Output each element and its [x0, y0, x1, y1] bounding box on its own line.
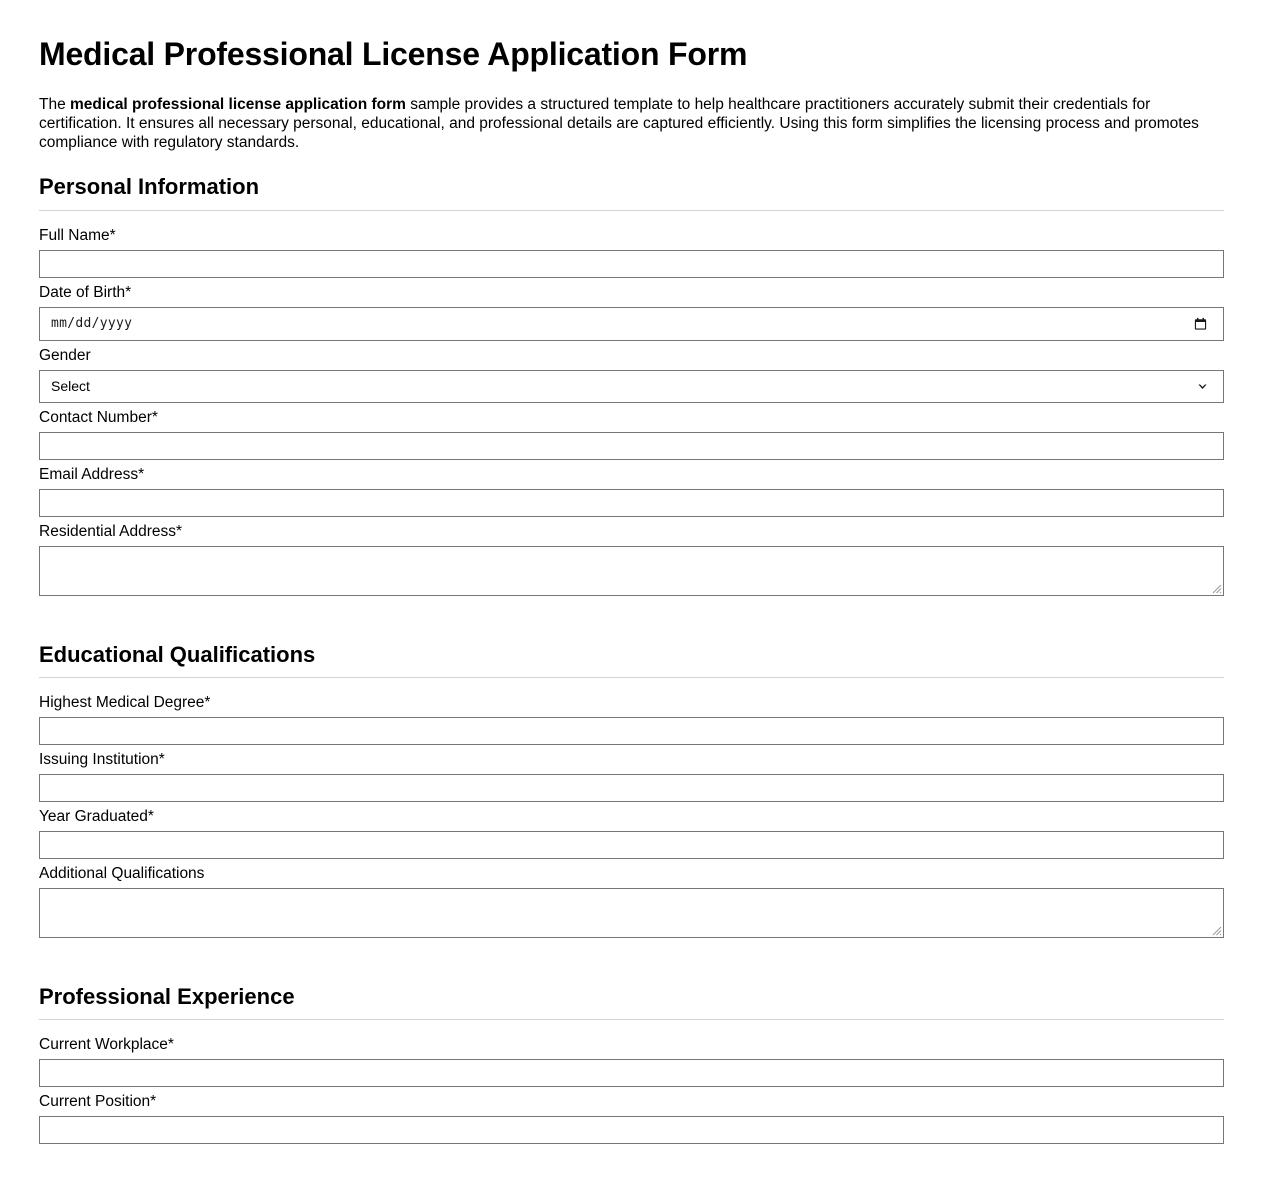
gender-select[interactable] [39, 370, 1224, 403]
field-highest-medical-degree [39, 694, 1224, 745]
field-gender [39, 347, 1224, 403]
gender-wrapper [39, 370, 1224, 403]
label-current-workplace: Current Workplace* [39, 1036, 174, 1054]
intro-text-after: sample provides a structured template to help healthcare practitioners accurately submit their credentials for certification. It ensures all necessary personal, educational, and professional details are captured efficiently. Using this form simplifies the licensing process and promotes compliance with regulatory standards. [39, 96, 1199, 152]
year-graduated-input[interactable] [39, 831, 1224, 859]
chevron-down-icon[interactable] [1196, 380, 1209, 393]
additional-qualifications-textarea[interactable] [39, 888, 1224, 938]
residential-address-wrapper [39, 546, 1224, 596]
field-full-name [39, 227, 1224, 278]
residential-address-textarea[interactable] [39, 546, 1224, 596]
field-date-of-birth [39, 284, 1224, 341]
date-of-birth-placeholder: mm/dd/yyyy [51, 316, 133, 331]
issuing-institution-input[interactable] [39, 774, 1224, 802]
form-content [39, 36, 1224, 1144]
current-position-input[interactable] [39, 1116, 1224, 1144]
calendar-icon[interactable] [1193, 316, 1208, 331]
full-name-input[interactable] [39, 250, 1224, 278]
date-of-birth-input[interactable] [39, 307, 1224, 341]
section-heading-professional-experience: Professional Experience [39, 983, 295, 1009]
label-gender: Gender [39, 346, 91, 364]
intro-text-bold: medical professional license application form [70, 96, 406, 114]
intro-text-before: The [39, 96, 71, 114]
date-of-birth-wrapper [39, 307, 1224, 341]
field-current-position [39, 1093, 1224, 1144]
additional-qualifications-wrapper [39, 888, 1224, 938]
gender-selected-value: Select [51, 378, 90, 394]
page-title: Medical Professional License Application Form [39, 36, 748, 72]
label-year-graduated: Year Graduated* [39, 807, 154, 825]
intro-paragraph [39, 95, 1199, 152]
field-year-graduated [39, 808, 1224, 859]
field-additional-qualifications [39, 865, 1224, 938]
label-current-position: Current Position* [39, 1093, 157, 1111]
field-residential-address [39, 523, 1224, 596]
label-date-of-birth: Date of Birth* [39, 283, 132, 301]
label-highest-medical-degree: Highest Medical Degree* [39, 693, 211, 711]
section-heading-personal-information: Personal Information [39, 174, 260, 200]
field-email-address [39, 466, 1224, 517]
section-divider-educational-qualifications [39, 677, 1224, 678]
label-additional-qualifications: Additional Qualifications [39, 864, 205, 882]
current-workplace-input[interactable] [39, 1059, 1224, 1087]
contact-number-input[interactable] [39, 432, 1224, 460]
label-email-address: Email Address* [39, 465, 145, 483]
label-issuing-institution: Issuing Institution* [39, 750, 165, 768]
highest-medical-degree-input[interactable] [39, 717, 1224, 745]
label-full-name: Full Name* [39, 226, 116, 244]
field-contact-number [39, 409, 1224, 460]
label-residential-address: Residential Address* [39, 522, 183, 540]
field-current-workplace [39, 1036, 1224, 1087]
section-divider-personal-information [39, 210, 1224, 211]
email-address-input[interactable] [39, 489, 1224, 517]
section-divider-professional-experience [39, 1019, 1224, 1020]
label-contact-number: Contact Number* [39, 408, 158, 426]
section-heading-educational-qualifications: Educational Qualifications [39, 641, 316, 667]
field-issuing-institution [39, 751, 1224, 802]
